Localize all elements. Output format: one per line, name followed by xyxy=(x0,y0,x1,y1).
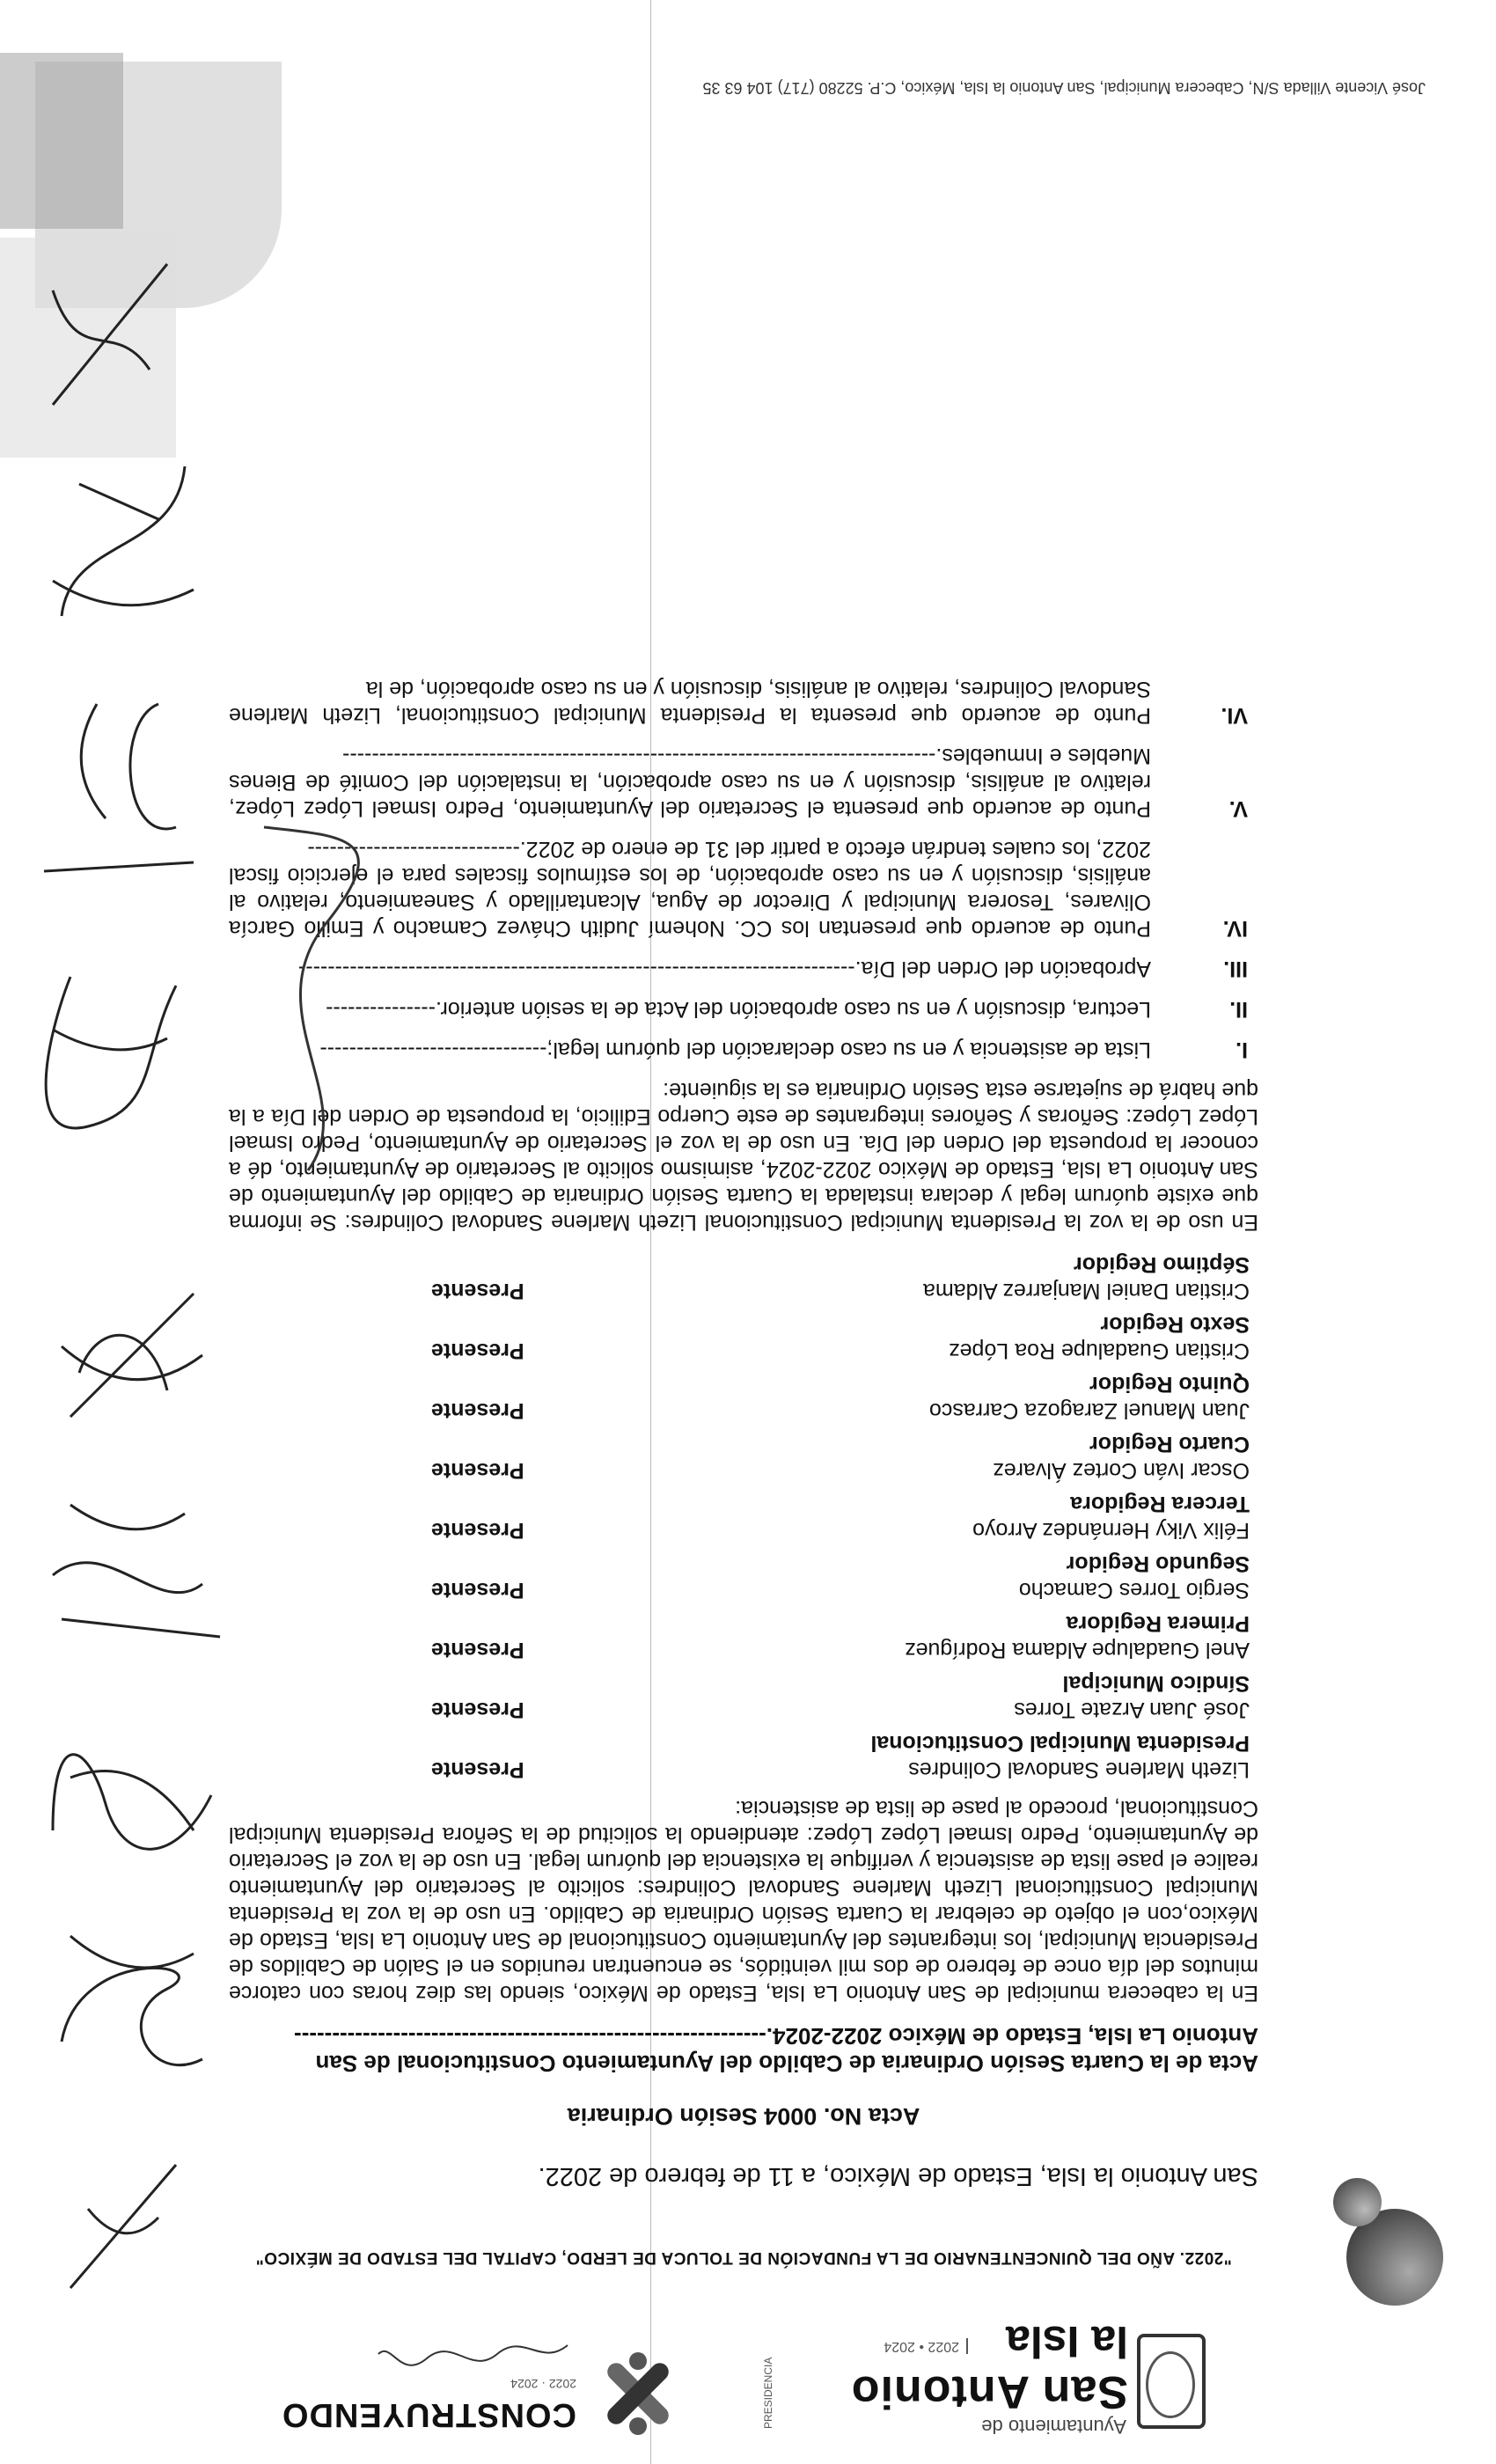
attendance-list xyxy=(229,1251,1258,1783)
construyendo-text: CONSTRUYENDO xyxy=(281,2396,576,2433)
attendee-name: Juan Manuel Zaragoza Carrasco xyxy=(928,1398,1250,1423)
attendee-role: Quinto Regidor xyxy=(1089,1372,1250,1397)
decor-sphere-small xyxy=(1333,2178,1382,2226)
attendance-status: Presente xyxy=(431,1578,524,1602)
order-item-number: VI. xyxy=(1221,703,1248,728)
town-logo-name: San Antonio xyxy=(850,2366,1128,2417)
attendance-row xyxy=(431,1551,1250,1603)
town-logo-name-2: la Isla xyxy=(1006,2317,1128,2366)
signature-center xyxy=(220,818,396,1188)
order-item xyxy=(229,743,1258,822)
order-item-number: II. xyxy=(1229,997,1248,1022)
attendance-status: Presente xyxy=(431,1638,524,1662)
attendance-row xyxy=(431,1491,1250,1544)
signature-8 xyxy=(35,449,211,642)
attendee xyxy=(905,1610,1250,1663)
footer-address: José Vicente Villada S/N, Cabecera Municipal, San Antonio la Isla, México, C.P. 52280 (717) 104 63 35 xyxy=(702,79,1426,97)
attendee xyxy=(1014,1670,1250,1723)
attendee-role: Segundo Regidor xyxy=(1066,1551,1250,1576)
order-item-text: Lectura, discusión y en su caso aprobación del Acta de la sesión anterior.--------------- xyxy=(326,997,1151,1022)
attendance-row xyxy=(431,1670,1250,1723)
order-item-text: Aprobación del Orden del Día.---------------------------------------------------------------------------- xyxy=(297,957,1151,981)
order-item xyxy=(229,676,1258,729)
attendance-status: Presente xyxy=(431,1698,524,1722)
attendee-name: Cristian Daniel Manjarrez Aldama xyxy=(923,1279,1250,1303)
attendance-status: Presente xyxy=(431,1398,524,1423)
attendee-name: Lizeth Marlene Sandoval Colindres xyxy=(908,1757,1250,1782)
order-item-text: Lista de asistencia y en su caso declaración del quórum legal;------------------------------- xyxy=(319,1038,1151,1062)
year-slogan: "2022. AÑO DEL QUINCENTENARIO DE LA FUNDACIÓN DE TOLUCA DE LERDO, CAPITAL DEL ESTADO DE MÉXICO" xyxy=(255,2248,1232,2267)
attendance-row xyxy=(431,1730,1250,1783)
attendee-role: Cuarto Regidor xyxy=(1089,1432,1250,1456)
attendance-status: Presente xyxy=(431,1279,524,1303)
attendee-name: Anel Guadalupe Aldama Rodríguez xyxy=(905,1638,1250,1662)
attendee xyxy=(923,1251,1250,1304)
attendance-status: Presente xyxy=(431,1338,524,1363)
signature-7 xyxy=(35,686,211,898)
signature-3 xyxy=(35,1707,229,1883)
town-logo-years: 2022 • 2024 xyxy=(884,2338,968,2354)
attendee-name: Cristian Guadalupe Roa López xyxy=(949,1338,1250,1363)
attendance-status: Presente xyxy=(431,1518,524,1543)
attendance-row xyxy=(431,1431,1250,1484)
order-item-text: Punto de acuerdo que presenta el Secretario del Ayuntamiento, Pedro Ismael López López, relativo al análisis, discusión y en su caso aprobación, la instalación del Comité de Bienes Muebles e Inmuebles.--------------------------------------------------------------------------------- xyxy=(229,744,1151,821)
construyendo-x-icon xyxy=(590,2345,686,2442)
attendee-role: Sexto Regidor xyxy=(1100,1312,1250,1337)
attendance-row xyxy=(431,1610,1250,1663)
quorum-paragraph: En uso de la voz la Presidenta Municipal Constitucional Lizeth Marlene Sandoval Colindres: Se informa que existe quórum legal y declara instalada la Cuarta Sesión Ordinaria de Cabildo del Ayuntamiento de San Antonio La Isla, Estado de México 2022-2024, asimismo solicito al Secretario de Ayuntamiento, dé a conocer la propuesta del Orden del Día. En uso de la voz el Secretario de Ayuntamiento, Pedro Ismael López López: Señoras y Señores integrantes de este Cuerpo Edilicio, la propuesta de Orden del Día a la que habrá de sujetarse esta Sesión Ordinaria es la siguiente: xyxy=(229,1078,1258,1235)
acta-title: Acta de la Cuarta Sesión Ordinaria de Cabildo del Ayuntamiento Constitucional de San Antonio La Isla, Estado de México 2022-2024.-------------------------------------------------------------- xyxy=(294,2023,1258,2077)
attendee xyxy=(1019,1551,1250,1603)
attendee-name: Félix Viky Hernández Arroyo xyxy=(972,1518,1250,1543)
document-date: San Antonio la Isla, Estado de México, a 11 de febrero de 2022. xyxy=(538,2162,1258,2190)
attendee xyxy=(949,1311,1250,1364)
attendee-name: José Juan Arzate Torres xyxy=(1014,1698,1250,1722)
order-item-text: Punto de acuerdo que presentan los CC. Nohemí Judith Chávez Camacho y Emilio García Olivares, Tesorera Municipal y Director de Agua, Alcantarillado y Saneamiento, relativo al análisis, discusión y en su caso aprobación, de los estímulos fiscales para el ejercicio fiscal 2022, los cuales tendrán efecto a partir del 31 de enero de 2022.----------------------------- xyxy=(229,837,1151,941)
attendee-role: Séptimo Regidor xyxy=(1073,1252,1250,1277)
attendance-row xyxy=(431,1311,1250,1364)
attendee-name: Sergio Torres Camacho xyxy=(1018,1578,1250,1602)
attendee xyxy=(870,1730,1250,1783)
signature-5 xyxy=(44,1267,220,1443)
construyendo-years: 2022 · 2024 xyxy=(510,2377,576,2391)
order-item-number: IV. xyxy=(1222,916,1248,941)
decor-blob-right-3 xyxy=(0,53,123,229)
attendance-status: Presente xyxy=(431,1757,524,1782)
attendee xyxy=(929,1371,1250,1424)
attendee xyxy=(993,1431,1250,1484)
attendance-row xyxy=(431,1371,1250,1424)
order-item-number: V. xyxy=(1228,796,1248,821)
signature-4 xyxy=(35,1478,238,1672)
order-item-number: III. xyxy=(1223,957,1248,981)
presidency-label: PRESIDENCIA xyxy=(762,2357,774,2429)
order-item-text: Punto de acuerdo que presenta la Presidenta Municipal Constitucional, Lizeth Marlene Sandoval Colindres, relativo al análisis, discusión y en su caso aprobación, de la xyxy=(229,677,1151,728)
order-item-number: I. xyxy=(1236,1038,1248,1062)
attendance-row xyxy=(431,1251,1250,1304)
attendee-role: Presidenta Municipal Constitucional xyxy=(870,1731,1250,1756)
signature-9 xyxy=(35,246,185,422)
attendee-role: Tercera Regidora xyxy=(1070,1492,1250,1516)
attendee-name: Oscar Iván Cortez Álvarez xyxy=(993,1458,1250,1483)
signature-2 xyxy=(44,1918,220,2094)
signature-1 xyxy=(53,2147,194,2306)
attendee xyxy=(972,1491,1250,1544)
attendee-role: Primera Regidora xyxy=(1066,1611,1250,1636)
intro-paragraph: En la cabecera municipal de San Antonio La Isla, Estado de México, siendo las diez horas con catorce minutos del día once de febrero de dos mil veintidós, se encuentran reunidos en el Salón de Cabildos de Presidencia Municipal, los integrantes del Ayuntamiento Constitucional de San Antonio La Isla, Estado de México,con el objeto de celebrar la Cuarta Sesión Ordinaria de Cabildo. En uso de la voz la Presidenta Municipal Constitucional Lizeth Marlene Sandoval Colindres: solicito al Secretario del Ayuntamiento realice el pase lista de asistencia y verifique la existencia del quórum legal. En uso de la voz el Secretario de Ayuntamiento, Pedro Ismael López López: atendiendo la solicitud de la Señora Presidenta Municipal Constitucional, procedo al pase de lista de asistencia: xyxy=(229,1796,1258,2006)
signature-6 xyxy=(35,968,194,1144)
town-logo-prefix: Ayuntamiento de xyxy=(981,2416,1126,2438)
attendee-role: Síndico Municipal xyxy=(1062,1671,1250,1696)
acta-number: Acta No. 0004 Sesión Ordinaria xyxy=(567,2103,920,2130)
attendance-status: Presente xyxy=(431,1458,524,1483)
